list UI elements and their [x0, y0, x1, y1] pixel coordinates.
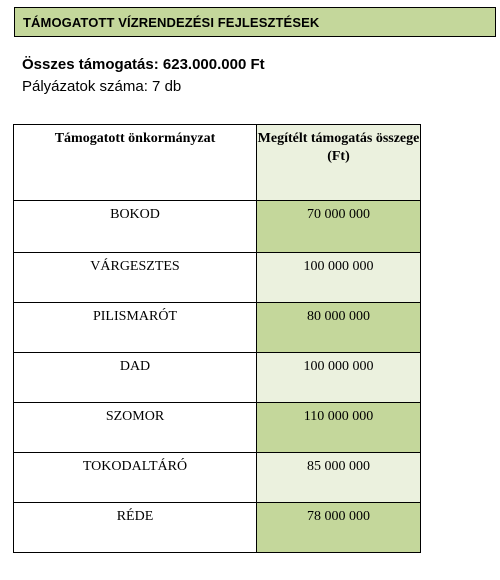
table-row: [14, 353, 421, 403]
municipality-cell: PILISMARÓT: [14, 303, 257, 353]
amount-cell: 110 000 000: [257, 403, 421, 453]
table-header-row: [14, 125, 421, 201]
table-row: [14, 503, 421, 553]
municipality-cell: VÁRGESZTES: [14, 253, 257, 303]
municipality-cell: RÉDE: [14, 503, 257, 553]
grants-table: [13, 124, 421, 553]
table-row: [14, 453, 421, 503]
amount-cell: 78 000 000: [257, 503, 421, 553]
summary-section: [22, 54, 265, 98]
table-row: [14, 303, 421, 353]
application-count: Pályázatok száma: 7 db: [22, 78, 182, 95]
table-row: [14, 403, 421, 453]
municipality-cell: TOKODALTÁRÓ: [14, 453, 257, 503]
total-grant: Összes támogatás: 623.000.000 Ft: [22, 56, 265, 73]
municipality-cell: BOKOD: [14, 201, 257, 253]
table-row: [14, 253, 421, 303]
amount-cell: 80 000 000: [257, 303, 421, 353]
municipality-cell: DAD: [14, 353, 257, 403]
amount-cell: 70 000 000: [257, 201, 421, 253]
amount-cell: 85 000 000: [257, 453, 421, 503]
page-title: TÁMOGATOTT VÍZRENDEZÉSI FEJLESZTÉSEK: [14, 7, 496, 37]
amount-cell: 100 000 000: [257, 353, 421, 403]
amount-column-header: Megítélt támogatás összege (Ft): [257, 125, 421, 201]
municipality-column-header: Támogatott önkormányzat: [14, 125, 257, 201]
table-row: [14, 201, 421, 253]
municipality-cell: SZOMOR: [14, 403, 257, 453]
amount-cell: 100 000 000: [257, 253, 421, 303]
